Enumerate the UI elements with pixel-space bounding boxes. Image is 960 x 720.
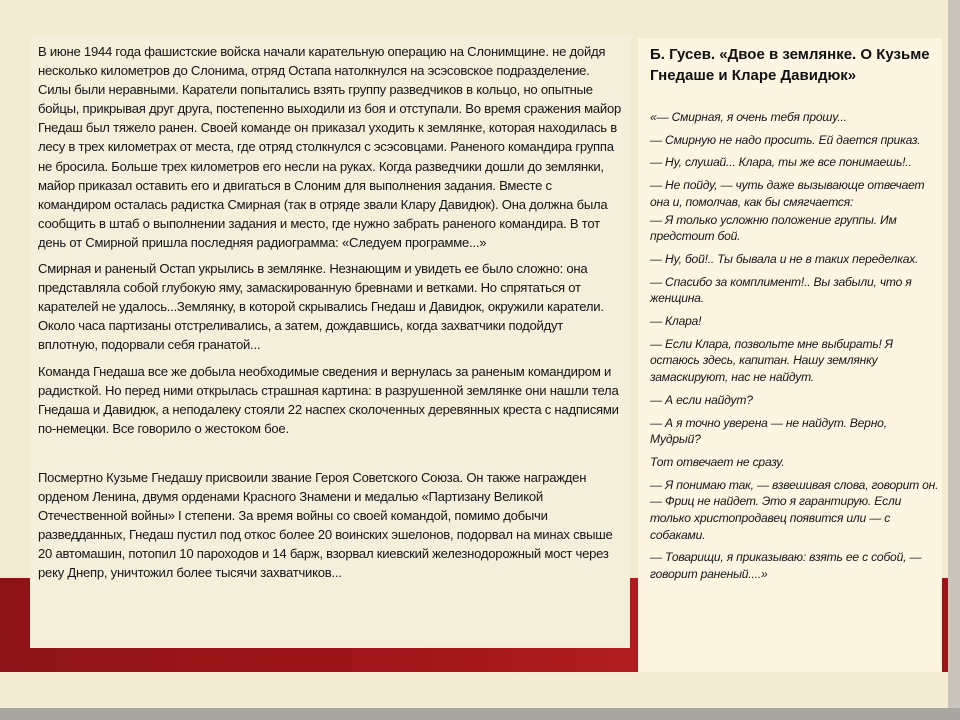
dialogue-line: — Товарищи, я приказываю: взять ее с собой, — говорит раненый....» — [650, 550, 922, 582]
dialogue-line: — Спасибо за комплимент!.. Вы забыли, что я женщина. — [650, 274, 912, 306]
window-frame-bottom — [0, 708, 960, 720]
article-paragraph: В июне 1944 года фашистские войска начали карательную операцию на Слонимщине. не дойдя несколько километров до Слонима, отряд Остапа натолкнулся на эсэсовское подразделение. Силы были неравными. Каратели попытались взять группу разведчиков в кольцо, но опытные бойцы, прикрывая друг друга, постепенно выходили из боя и отступали. Во время сражения майор Гнедаш был тяжело ранен. Своей команде он приказал уходить к землянке, которая находилась в лесу в трех километрах от места, где отряд столкнулся с эсэсовцами. Раненого командира группа не бросила. Больше трех километров его несли на руках. Когда разведчики дошли до землянки, майор приказал оставить его и двигаться в Слоним для выполнения задания. Вместе с командиром осталась радистка Смирная (так в отряде звали Клару Давидюк). Она должна была сообщить в штаб о выполнении задания и место, где нужно забрать раненого командира. В тот день от Смирной пришла последняя радиограмма: «Следуем программе...» — [38, 44, 622, 250]
dialogue-line: «— Смирная, я очень тебя прошу... — [650, 110, 847, 124]
article-paragraph: Посмертно Кузьме Гнедашу присвоили звание Героя Советского Союза. Он также награжден орденом Ленина, двумя орденами Красного Знамени и медалью «Партизану Великой Отечественной войны» I степени. За время войны со своей командой, помимо добычи разведданных, Гнедаш пустил под откос более 20 воинских эшелонов, подорвал на минах свыше 20 автомашин, потопил 10 пароходов и 14 барж, взорвал киевский железнодорожный мост через реку Днепр, уничтожил более тысячи захватчиков... — [38, 469, 613, 581]
dialogue-line: — Я только усложню положение группы. Им предстоит бой. — [650, 212, 897, 244]
dialogue-line: — Клара! — [650, 314, 702, 329]
dialogue-line: Тот отвечает не сразу. — [650, 454, 785, 469]
dialogue-line: — Ну, слушай... Клара, ты же все понимаешь!.. — [650, 155, 912, 170]
dialogue-line: — А я точно уверена — не найдут. Верно, Мудрый? — [650, 415, 887, 447]
article-paragraph: Смирная и раненый Остап укрылись в землянке. Незнающим и увидеть ее было сложно: она представляла собой глубокую яму, замаскированную бревнами и ветками. Но спрятаться от карателей не удалось...Землянку, в которой скрывались Гнедаш и Давидюк, окружили каратели. Около часа партизаны отстреливались, а затем, дождавшись, когда захватчики подойдут вплотную, подорвали себя гранатой... — [38, 261, 604, 353]
quote-title: Б. Гусев. «Двое в землянке. О Кузьме Гнедаше и Кларе Давидюк» — [650, 46, 930, 84]
dialogue-line: — Не пойду, — чуть даже вызывающе отвечает она и, помолчав, как бы смягчается: — [650, 178, 925, 209]
article-text — [38, 42, 624, 589]
dialogue-line: — Смирную не надо просить. Ей дается приказ. — [650, 132, 921, 147]
dialogue-line: — Если Клара, позвольте мне выбирать! Я остаюсь здесь, капитан. Нашу землянку замаскируют, нас не найдут. — [650, 336, 893, 385]
dialogue-line: — Я понимаю так, — взвешивая слова, говорит он. — Фриц не найдет. Это я гарантирую. Если только христопродавец появится или — с собаками. — [650, 477, 939, 542]
window-frame-right — [948, 0, 960, 720]
dialogue-line: — Ну, бой!.. Ты бывала и не в таких переделках. — [650, 251, 919, 266]
quote-dialogue — [650, 109, 940, 589]
dialogue-line: — А если найдут? — [650, 392, 753, 407]
article-paragraph: Команда Гнедаша все же добыла необходимые сведения и вернулась за раненым командиром и радисткой. Но перед ними открылась страшная картина: в разрушенной землянке они нашли тела Гнедаша и Давидюк, а неподалеку стояли 22 наспех сколоченных деревянных креста с надписями по-немецки. Все говорило о жестоком бое. — [38, 363, 619, 436]
